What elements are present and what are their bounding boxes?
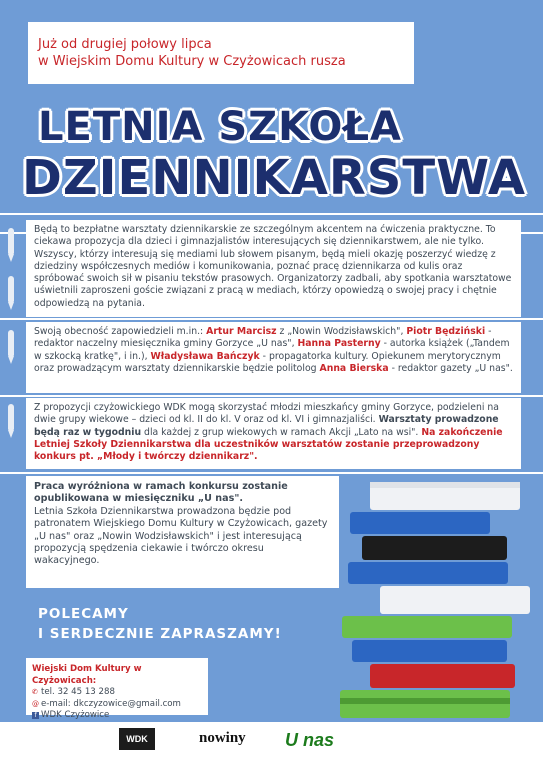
sponsors-bar bbox=[0, 722, 543, 768]
contact-email[interactable] bbox=[32, 699, 202, 711]
decor-stripe bbox=[0, 318, 543, 320]
guest-name: Piotr Będziński bbox=[406, 326, 486, 337]
books-illustration bbox=[340, 478, 543, 722]
unas-logo: U nas bbox=[285, 730, 335, 750]
decor-stripe bbox=[0, 213, 543, 215]
description-text: Będą to bezpłatne warsztaty dziennikarskie ze szczególnym akcentem na ćwiczenia praktyczne. To ciekawa propozycja dla dzieci i gimnazjalistów interesujących się dziennikarstwem, ale nie tylko. Wszyscy, którzy interesują się mediami lub słowem pisanym, będą mieli okazję poszerzyć wiedzę z dziedziny współczesnych mediów i komunikowania, poznać pracę dziennikarza od kulis oraz spróbować swoich sił w pisaniu tekstów prasowych. Organizatorzy zadbali, aby spotkania warsztatowe uświetnili zaproszeni goście związani z pracą w mediach, którzy opowiedzą o swojej pracy i chętnie odpowiedzą na pytania. bbox=[34, 224, 512, 309]
guest-desc: - redaktor gazety „U nas". bbox=[388, 362, 513, 374]
patronage-text bbox=[26, 476, 339, 573]
email-address[interactable]: e-mail: dkczyzowice@gmail.com bbox=[41, 698, 181, 709]
contact-facebook[interactable] bbox=[32, 710, 202, 722]
guests-intro: Swoją obecność zapowiedzieli m.in.: bbox=[34, 326, 207, 337]
contact-phone bbox=[32, 687, 202, 699]
pen-icon bbox=[8, 404, 14, 430]
patronage-detail: Letnia Szkoła Dziennikarstwa prowadzona będzie pod patronatem Wiejskiego Domu Kultury w Czyżowicach, gazety „U nas" oraz „Nowin Wodzisławskich" i jest interesującą propozycją spędzenia ciekawie i twórczo okresu wakacyjnego. bbox=[34, 505, 328, 567]
intro-line-1: Już od drugiej połowy lipca bbox=[38, 37, 212, 52]
contest-announcement: Na zakończenie Letniej Szkoły Dziennikarstwa dla uczestników warsztatów zostanie przeprowadzony konkurs pt. „Młody i twórczy dziennikarz". bbox=[34, 426, 503, 463]
patronage-box bbox=[26, 476, 339, 588]
decor-stripe bbox=[0, 472, 543, 474]
wdk-logo: WDK bbox=[119, 728, 155, 750]
guest-desc: - propagatorka kultury. Opiekunem merytorycznym oraz prowadzącym warsztaty dziennikarskie będzie politolog bbox=[34, 350, 501, 374]
facebook-icon: f bbox=[32, 712, 39, 719]
participants-intro: Z propozycji czyżowickiego WDK mogą skorzystać młodzi mieszkańcy gminy Gorzyce, podzieleni na dwie grupy wiekowe – dzieci od kl. II do kl. V oraz od kl. VI i gimnazjaliści. bbox=[34, 402, 499, 426]
contact-text bbox=[26, 658, 208, 728]
decor-stripe bbox=[0, 395, 543, 397]
guests-box bbox=[26, 322, 521, 393]
guest-desc: z „Nowin Wodzisławskich", bbox=[276, 326, 407, 337]
intro-box bbox=[28, 22, 414, 84]
pen-icon bbox=[8, 330, 14, 356]
facebook-name[interactable]: WDK Czyżowice bbox=[41, 710, 110, 720]
contact-title: Wiejski Dom Kultury w Czyżowicach: bbox=[32, 664, 142, 686]
phone-icon: ✆ bbox=[32, 688, 38, 696]
schedule-highlight: Warsztaty prowadzone będą raz w tygodniu bbox=[34, 414, 499, 438]
description-box bbox=[26, 220, 521, 317]
guest-desc: - redaktor naczelny miesięcznika gminy Gorzyce „U nas", bbox=[34, 326, 492, 350]
phone-number: tel. 32 45 13 288 bbox=[41, 687, 115, 697]
title-line-1: LETNIA SZKOŁA bbox=[38, 104, 402, 150]
contact-box bbox=[26, 658, 208, 720]
guest-name: Anna Bierska bbox=[319, 362, 389, 374]
guest-name: Hanna Pasterny bbox=[297, 338, 381, 350]
guest-desc: - autorka książek („Tandem w szkocką kratkę", i in.), bbox=[34, 338, 510, 362]
participants-text bbox=[26, 398, 521, 467]
pen-icon bbox=[8, 228, 14, 254]
guest-name: Artur Marcisz bbox=[206, 326, 277, 337]
intro-line-2: w Wiejskim Domu Kultury w Czyżowicach rusza bbox=[38, 54, 346, 69]
guests-text bbox=[26, 322, 521, 379]
recommend-line-2: I SERDECZNIE ZAPRASZAMY! bbox=[38, 626, 282, 642]
participants-box bbox=[26, 398, 521, 469]
at-icon: @ bbox=[32, 699, 39, 708]
title-line-2: DZIENNIKARSTWA bbox=[22, 150, 527, 206]
participants-detail: dla każdej z grup wiekowych w ramach Akcji „Lato na wsi". bbox=[141, 426, 422, 438]
book-icon bbox=[340, 482, 530, 718]
guest-name: Władysława Bańczyk bbox=[150, 350, 260, 362]
nowiny-logo: nowiny bbox=[199, 730, 246, 746]
recommend-heading bbox=[38, 604, 282, 644]
publication-note: Praca wyróżniona w ramach konkursu zostanie opublikowana w miesięczniku „U nas". bbox=[34, 481, 288, 505]
pen-icon bbox=[8, 276, 14, 302]
recommend-line-1: POLECAMY bbox=[38, 606, 129, 622]
